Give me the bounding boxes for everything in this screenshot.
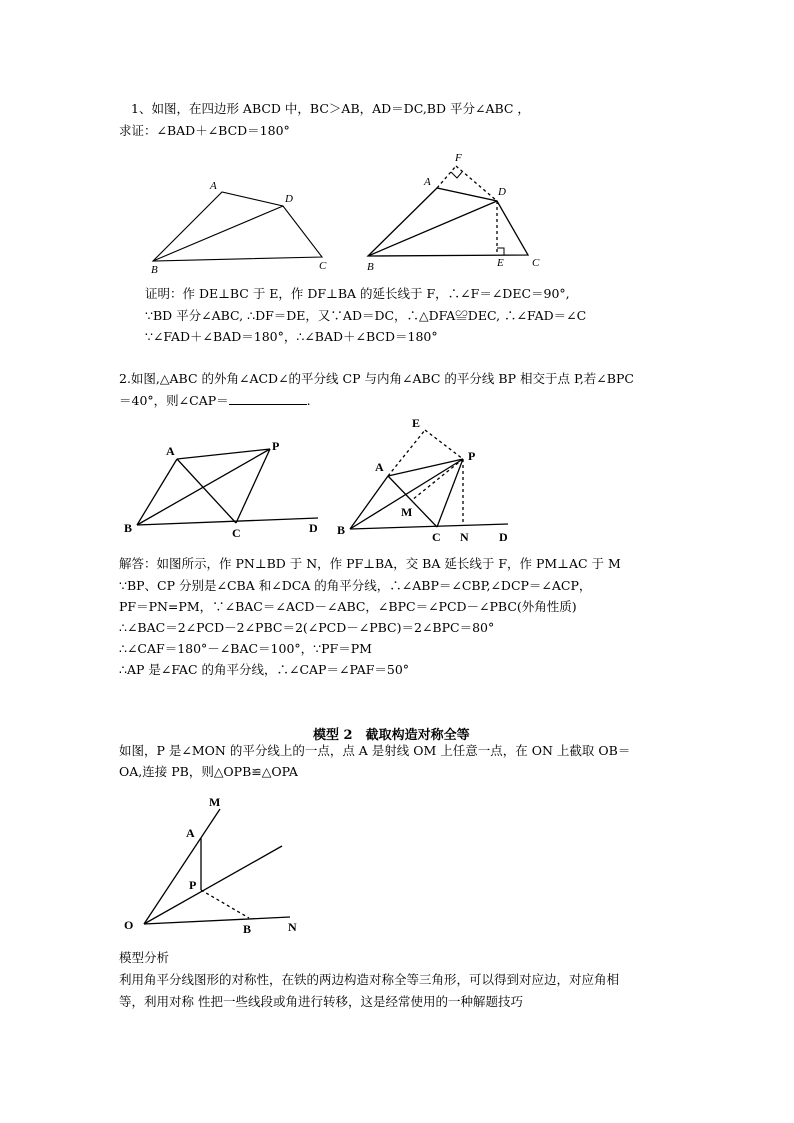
problem1-proof-line2: ∵BD 平分∠ABC, ∴DF＝DE，又∵AD＝DC，∴△DFA≌DEC, ∴∠FAD＝∠C bbox=[145, 308, 587, 323]
model2-analysis-line1: 利用角平分线图形的对称性，在铁的两边构造对称全等三角形，可以得到对应边，对应角相 bbox=[119, 972, 620, 987]
model2-title: 模型 2 截取构造对称全等 bbox=[313, 728, 470, 743]
m2-label-n: N bbox=[288, 920, 297, 934]
problem2-statement-line2-text: ＝40°，则∠CAP＝ bbox=[119, 393, 229, 408]
model2-analysis-title: 模型分析 bbox=[119, 950, 170, 965]
m2-label-o: O bbox=[124, 918, 134, 932]
problem2-answer-line5: ∴∠CAF＝180°－∠BAC＝100°，∵PF＝PM bbox=[119, 641, 372, 656]
fig1-label-c: C bbox=[319, 260, 327, 272]
p2fig2-label-p: P bbox=[468, 449, 476, 463]
m2-label-p: P bbox=[189, 878, 197, 892]
bisector-ray bbox=[144, 846, 282, 924]
problem1-statement-line1: 1、如图，在四边形 ABCD 中，BC＞AB，AD＝DC,BD 平分∠ABC ， bbox=[131, 101, 530, 116]
problem1-statement-line2: 求证：∠BAD＋∠BCD＝180° bbox=[119, 123, 290, 138]
p2fig2-label-d: D bbox=[499, 530, 508, 544]
fig1-label-b: B bbox=[151, 264, 158, 276]
p2fig2-label-m: M bbox=[401, 505, 413, 519]
problem2-answer-line1: 解答：如图所示，作 PN⊥BD 于 N，作 PF⊥BA，交 BA 延长线于 F，作 PM⊥AC 于 M bbox=[119, 556, 621, 571]
problem2-answer-line4: ∴∠BAC＝2∠PCD－2∠PBC＝2(∠PCD－∠PBC)＝2∠BPC＝80° bbox=[119, 620, 495, 635]
p2fig2-label-c: C bbox=[432, 530, 441, 544]
model2-analysis-line2: 等，利用对称 性把一些线段或角进行转移，这是经常使用的一种解题技巧 bbox=[119, 994, 523, 1009]
fig2-label-d: D bbox=[498, 186, 506, 198]
fig2-label-c: C bbox=[532, 257, 540, 269]
p2fig1-label-c: C bbox=[232, 526, 241, 540]
problem2-statement-line2-end: . bbox=[306, 393, 311, 408]
fig2-label-e: E bbox=[497, 257, 504, 269]
m2-label-a: A bbox=[186, 826, 195, 840]
p2fig2-label-a: A bbox=[375, 460, 384, 474]
fig2-label-a: A bbox=[424, 176, 431, 188]
ray-om bbox=[144, 809, 220, 924]
p2fig2-label-b: B bbox=[337, 523, 346, 537]
fig1-label-a: A bbox=[210, 180, 217, 192]
p2fig2-label-e: E bbox=[412, 416, 421, 430]
problem2-statement-line1: 2.如图,△ABC 的外角∠ACD∠的平分线 CP 与内角∠ABC 的平分线 BP 相交于点 P,若∠BPC bbox=[119, 371, 634, 386]
fig2-label-f: F bbox=[455, 152, 462, 164]
problem1-proof-line1: 证明：作 DE⊥BC 于 E，作 DF⊥BA 的延长线于 F，∴∠F＝∠DEC＝90°, bbox=[145, 286, 570, 301]
p2fig2-label-n: N bbox=[460, 530, 469, 544]
p2fig1-label-a: A bbox=[166, 444, 175, 458]
dashed-pb bbox=[201, 890, 249, 918]
fig2-label-b: B bbox=[367, 261, 374, 273]
ray-on bbox=[144, 917, 290, 924]
problem2-answer-line6: ∴AP 是∠FAC 的角平分线，∴∠CAP＝∠PAF＝50° bbox=[119, 662, 410, 677]
m2-label-m: M bbox=[209, 795, 221, 809]
p2fig1-label-d: D bbox=[309, 521, 318, 535]
p2fig1-label-b: B bbox=[124, 521, 133, 535]
model2-intro-line1: 如图，P 是∠MON 的平分线上的一点，点 A 是射线 OM 上任意一点，在 ON 上截取 OB＝ bbox=[119, 743, 631, 758]
problem2-answer-line3: PF＝PN=PM，∵∠BAC＝∠ACD－∠ABC，∠BPC＝∠PCD－∠PBC(外角性质) bbox=[119, 599, 577, 614]
p2fig1-label-p: P bbox=[272, 439, 280, 453]
problem1-proof-line3: ∵∠FAD＋∠BAD＝180°，∴∠BAD＋∠BCD＝180° bbox=[145, 329, 438, 344]
fig1-label-d: D bbox=[285, 193, 293, 205]
model2-intro-line2: OA,连接 PB，则△OPB≌△OPA bbox=[119, 764, 298, 779]
m2-label-b: B bbox=[243, 922, 252, 936]
problem2-answer-line2: ∵BP、CP 分别是∠CBA 和∠DCA 的角平分线，∴∠ABP＝∠CBP,∠DCP＝∠ACP， bbox=[119, 578, 592, 593]
